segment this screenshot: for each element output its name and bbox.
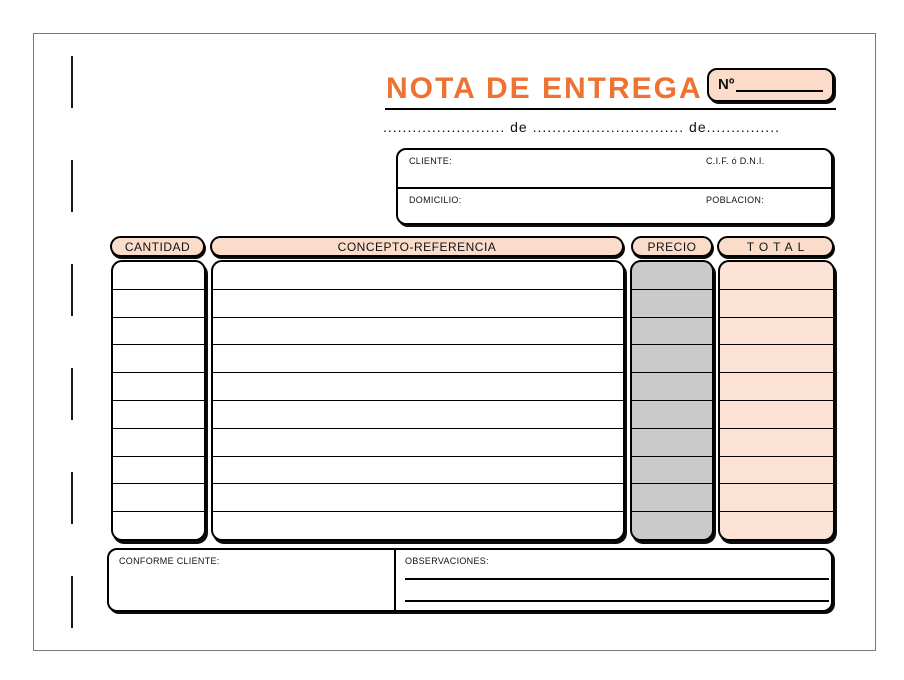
observaciones-rule-line-2 — [405, 600, 829, 602]
table-cell-cantidad-row-8 — [113, 457, 204, 485]
table-cell-precio-row-8 — [632, 457, 712, 485]
column-header-total: TOTAL — [717, 236, 834, 257]
table-cell-concepto-row-5 — [213, 373, 623, 401]
table-cell-total-row-1 — [720, 262, 833, 290]
client-row-top — [398, 150, 831, 189]
table-cell-cantidad-row-1 — [113, 262, 204, 290]
perforation-dashed-line — [71, 34, 73, 648]
concepto-referencia-column — [211, 260, 625, 541]
table-cell-cantidad-row-10 — [113, 512, 204, 539]
table-cell-concepto-row-3 — [213, 318, 623, 346]
column-header-cantidad: CANTIDAD — [110, 236, 205, 257]
footer-box — [107, 548, 833, 612]
document-number-fill-line — [736, 90, 823, 92]
column-header-precio: PRECIO — [631, 236, 713, 257]
domicilio-label: DOMICILIO: — [409, 195, 462, 205]
table-cell-total-row-3 — [720, 318, 833, 346]
document-number-label: Nº — [718, 76, 735, 93]
table-cell-total-row-2 — [720, 290, 833, 318]
table-cell-concepto-row-10 — [213, 512, 623, 539]
total-column — [718, 260, 835, 541]
table-cell-cantidad-row-4 — [113, 345, 204, 373]
table-cell-precio-row-1 — [632, 262, 712, 290]
table-cell-total-row-7 — [720, 429, 833, 457]
cliente-label: CLIENTE: — [409, 156, 452, 166]
table-cell-total-row-8 — [720, 457, 833, 485]
table-cell-precio-row-7 — [632, 429, 712, 457]
table-cell-precio-row-5 — [632, 373, 712, 401]
precio-column — [630, 260, 714, 541]
table-cell-concepto-row-9 — [213, 484, 623, 512]
document-number-box — [707, 68, 834, 102]
date-fill-line: ......................... de ............................... de............... — [383, 119, 780, 135]
table-cell-cantidad-row-3 — [113, 318, 204, 346]
table-cell-concepto-row-1 — [213, 262, 623, 290]
table-cell-total-row-9 — [720, 484, 833, 512]
table-cell-cantidad-row-9 — [113, 484, 204, 512]
table-cell-concepto-row-7 — [213, 429, 623, 457]
table-cell-concepto-row-8 — [213, 457, 623, 485]
table-cell-cantidad-row-2 — [113, 290, 204, 318]
client-row-bottom — [398, 189, 831, 223]
table-cell-precio-row-6 — [632, 401, 712, 429]
title-underline — [385, 108, 836, 110]
table-cell-precio-row-2 — [632, 290, 712, 318]
footer-divider — [394, 550, 396, 610]
table-cell-total-row-5 — [720, 373, 833, 401]
table-cell-cantidad-row-5 — [113, 373, 204, 401]
column-header-concepto-referencia: CONCEPTO-REFERENCIA — [210, 236, 624, 257]
cantidad-column — [111, 260, 206, 541]
table-cell-concepto-row-4 — [213, 345, 623, 373]
table-cell-precio-row-9 — [632, 484, 712, 512]
table-cell-cantidad-row-7 — [113, 429, 204, 457]
observaciones-rule-line-1 — [405, 578, 829, 580]
cif-dni-label: C.I.F. ó D.N.I. — [706, 156, 765, 166]
table-cell-total-row-4 — [720, 345, 833, 373]
table-cell-total-row-10 — [720, 512, 833, 539]
poblacion-label: POBLACION: — [706, 195, 765, 205]
table-cell-precio-row-3 — [632, 318, 712, 346]
table-cell-precio-row-4 — [632, 345, 712, 373]
page-title: NOTA DE ENTREGA — [386, 72, 703, 105]
client-info-box — [396, 148, 833, 225]
conforme-cliente-label: CONFORME CLIENTE: — [119, 556, 220, 566]
table-cell-precio-row-10 — [632, 512, 712, 539]
table-cell-concepto-row-2 — [213, 290, 623, 318]
table-cell-total-row-6 — [720, 401, 833, 429]
table-cell-cantidad-row-6 — [113, 401, 204, 429]
table-cell-concepto-row-6 — [213, 401, 623, 429]
observaciones-label: OBSERVACIONES: — [405, 556, 489, 566]
